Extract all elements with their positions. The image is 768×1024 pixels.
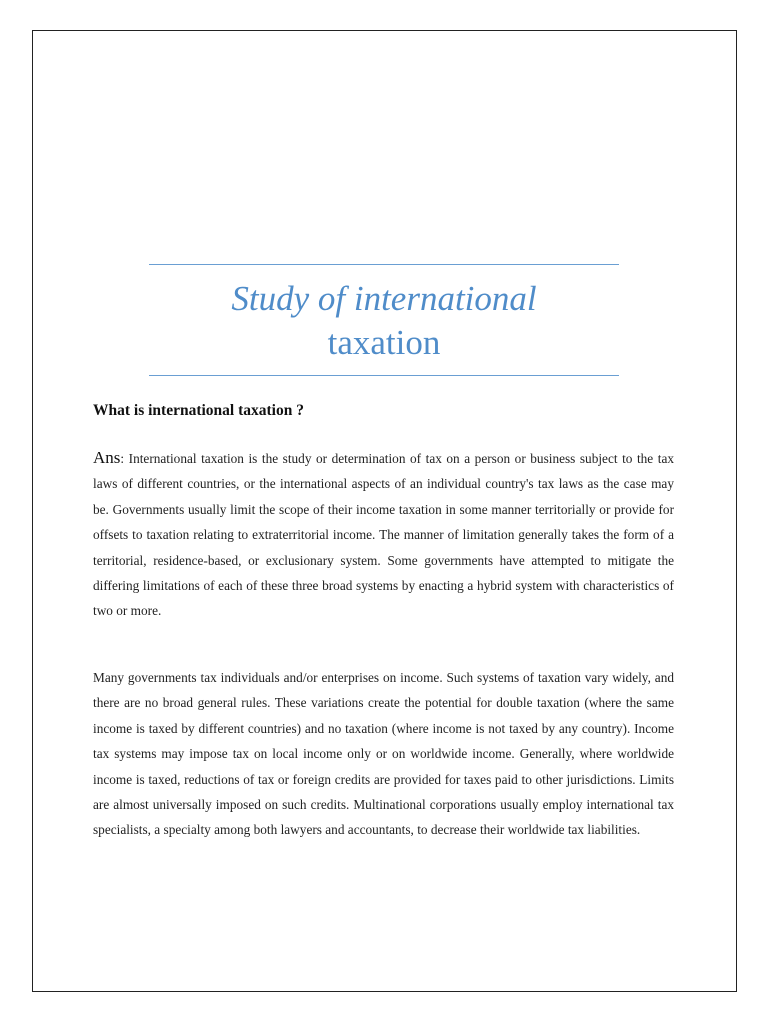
answer-separator: : <box>120 451 129 466</box>
title-block <box>149 264 619 376</box>
question-heading: What is international taxation ? <box>93 402 304 419</box>
title-line-1: Study of international <box>231 279 537 318</box>
answer-paragraph-1 <box>93 445 674 624</box>
answer-label: Ans <box>93 448 121 467</box>
title-line-2: taxation <box>327 323 441 362</box>
answer-text-1: International taxation is the study or determination of tax on a person or business subject to the tax laws of different countries, or the international aspects of an individual country's tax laws as the case may be. Governments usually limit the scope of their income taxation in some manner territorially or provide for offsets to taxation relating to extraterritorial income. The manner of limitation generally takes the form of a territorial, residence-based, or exclusionary system. Some governments have attempted to mitigate the differing limitations of each of these three broad systems by enacting a hybrid system with characteristics of two or more. <box>93 451 674 619</box>
answer-paragraph-2: Many governments tax individuals and/or enterprises on income. Such systems of taxation vary widely, and there are no broad general rules. These variations create the potential for double taxation (where the same income is taxed by different countries) and no taxation (where income is not taxed by any country). Income tax systems may impose tax on local income only or on worldwide income. Generally, where worldwide income is taxed, reductions of tax or foreign credits are provided for taxes paid to other jurisdictions. Limits are almost universally imposed on such credits. Multinational corporations usually employ international tax specialists, a specialty among both lawyers and accountants, to decrease their worldwide tax liabilities. <box>93 670 674 838</box>
